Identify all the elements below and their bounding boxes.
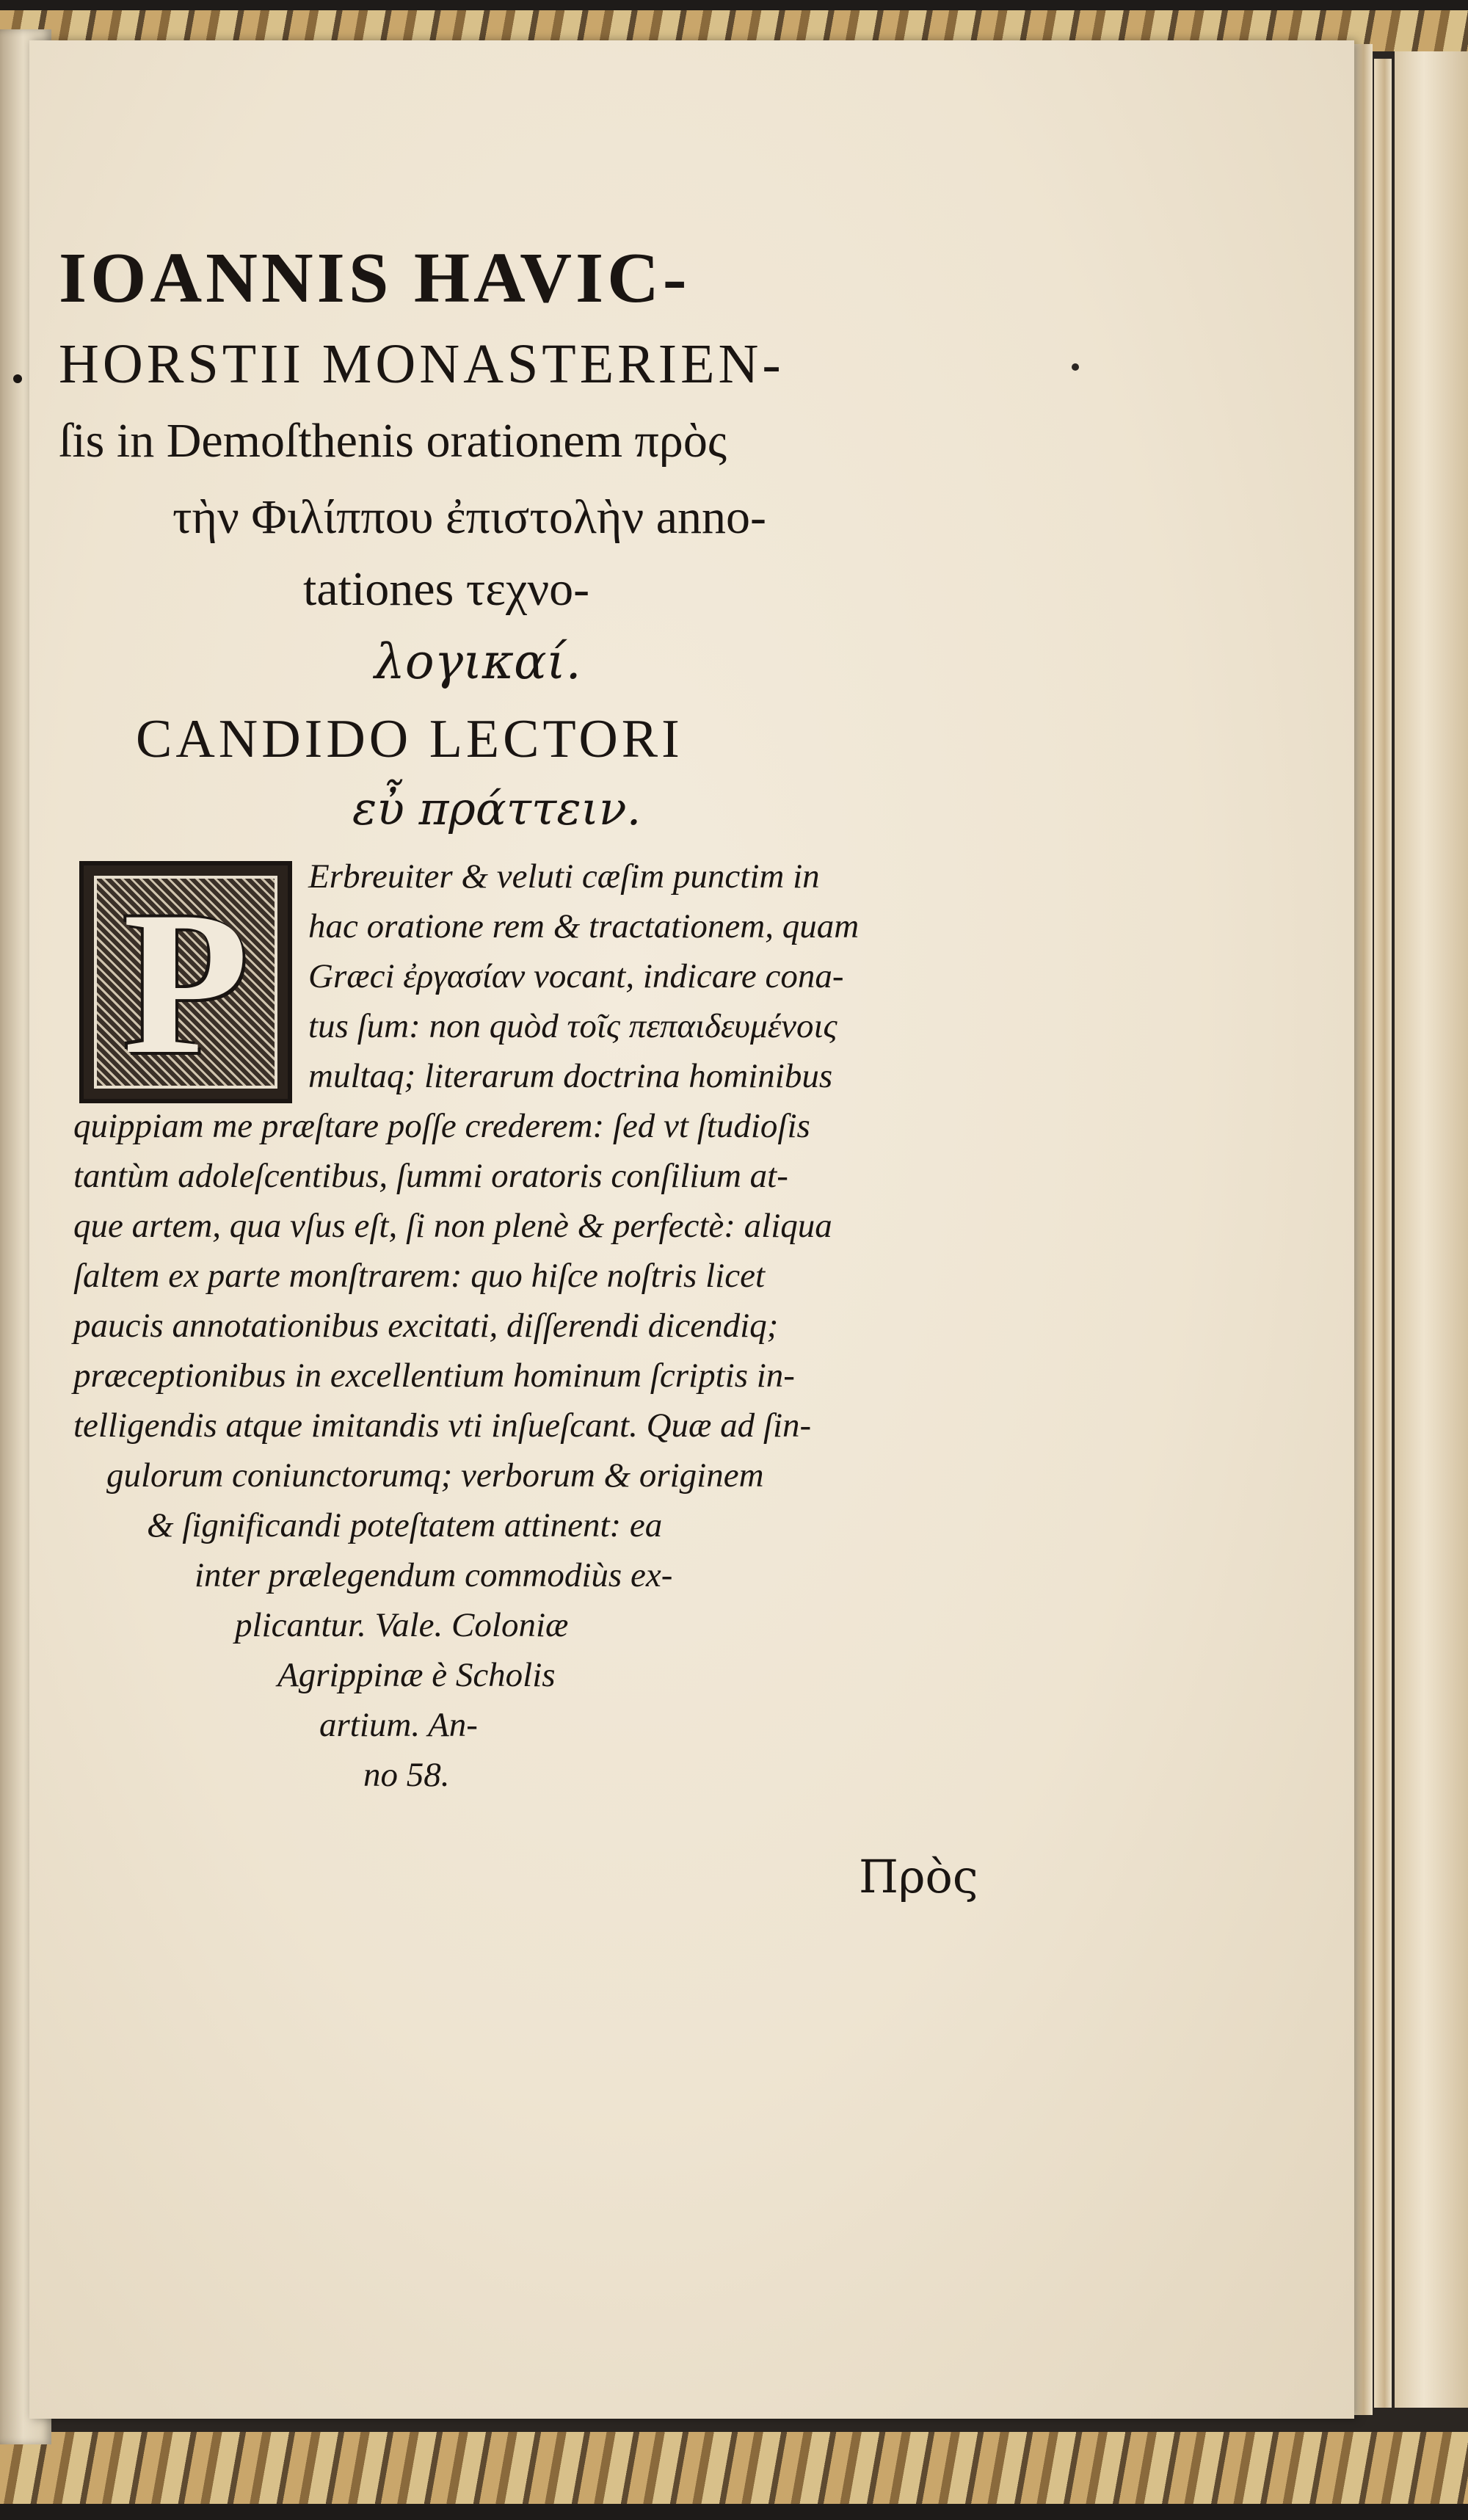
text-line: præceptionibus in excellentium hominum ſcriptis in- (73, 1357, 795, 1395)
binding-top (0, 0, 1468, 10)
text-line: Agrippinæ è Scholis (277, 1656, 556, 1694)
text-line: no 58. (363, 1756, 450, 1794)
heading-line-4: τὴν Φιλίππου ἐπιστολὴν anno- (172, 490, 766, 544)
text-line: gulorum coniunctorumq; verborum & originem (106, 1456, 764, 1495)
text-line: plicantur. Vale. Coloniæ (235, 1606, 569, 1644)
text-line: inter prælegendum commodiùs ex- (195, 1556, 673, 1594)
initial-letter: P (123, 868, 249, 1097)
text-line: telligendis atque imitandis vti inſueſcant. Quæ ad ſin- (73, 1406, 812, 1445)
heading-line-5: tationes τεχνο- (303, 562, 590, 616)
text-line: Græci ἐργασίαν vocant, indicare cona- (308, 957, 844, 995)
text-line: hac oratione rem & tractationem, quam (308, 907, 860, 945)
text-line: multaq; literarum doctrina hominibus (308, 1057, 833, 1095)
text-line: quippiam me præſtare poſſe crederem: ſed vt ſtudioſis (73, 1107, 810, 1145)
text-line: que artem, qua vſus eſt, ſi non plenè & perfectè: aliqua (73, 1207, 832, 1245)
heading-line-1: IOANNIS HAVIC- (59, 239, 691, 318)
text-line: paucis annotationibus excitati, diſſerendi dicendiq; (73, 1307, 779, 1345)
heading-line-2: HORSTII MONASTERIEN- (59, 333, 785, 395)
text-line: tantùm adoleſcentibus, ſummi oratoris conſilium at- (73, 1157, 788, 1195)
decorated-initial (79, 861, 292, 1103)
salutation-title: CANDIDO LECTORI (136, 709, 683, 769)
next-page-edge (1395, 51, 1468, 2408)
fore-edge-2 (1374, 59, 1392, 2408)
book-page (29, 40, 1354, 2419)
text-line: Erbreuiter & veluti cæſim punctim in (308, 857, 820, 896)
catchword: Πρὸς (859, 1850, 978, 1903)
heading-line-3: ſis in Demoſthenis orationem πρὸς (59, 414, 727, 468)
binding-bottom (0, 2504, 1468, 2520)
text-line: tus ſum: non quòd τοῖς πεπαιδευμένοις (308, 1007, 837, 1045)
salutation-greek: εὖ πράττειν. (352, 782, 642, 835)
text-line: artium. An- (319, 1706, 478, 1744)
heading-line-6: λογικαί. (374, 633, 581, 690)
text-line: ſaltem ex parte monſtrarem: quo hiſce noſtris licet (73, 1257, 765, 1295)
margin-speck (13, 374, 22, 383)
text-line: & ſignificandi poteſtatem attinent: ea (147, 1506, 663, 1544)
ink-speck (1072, 363, 1079, 371)
